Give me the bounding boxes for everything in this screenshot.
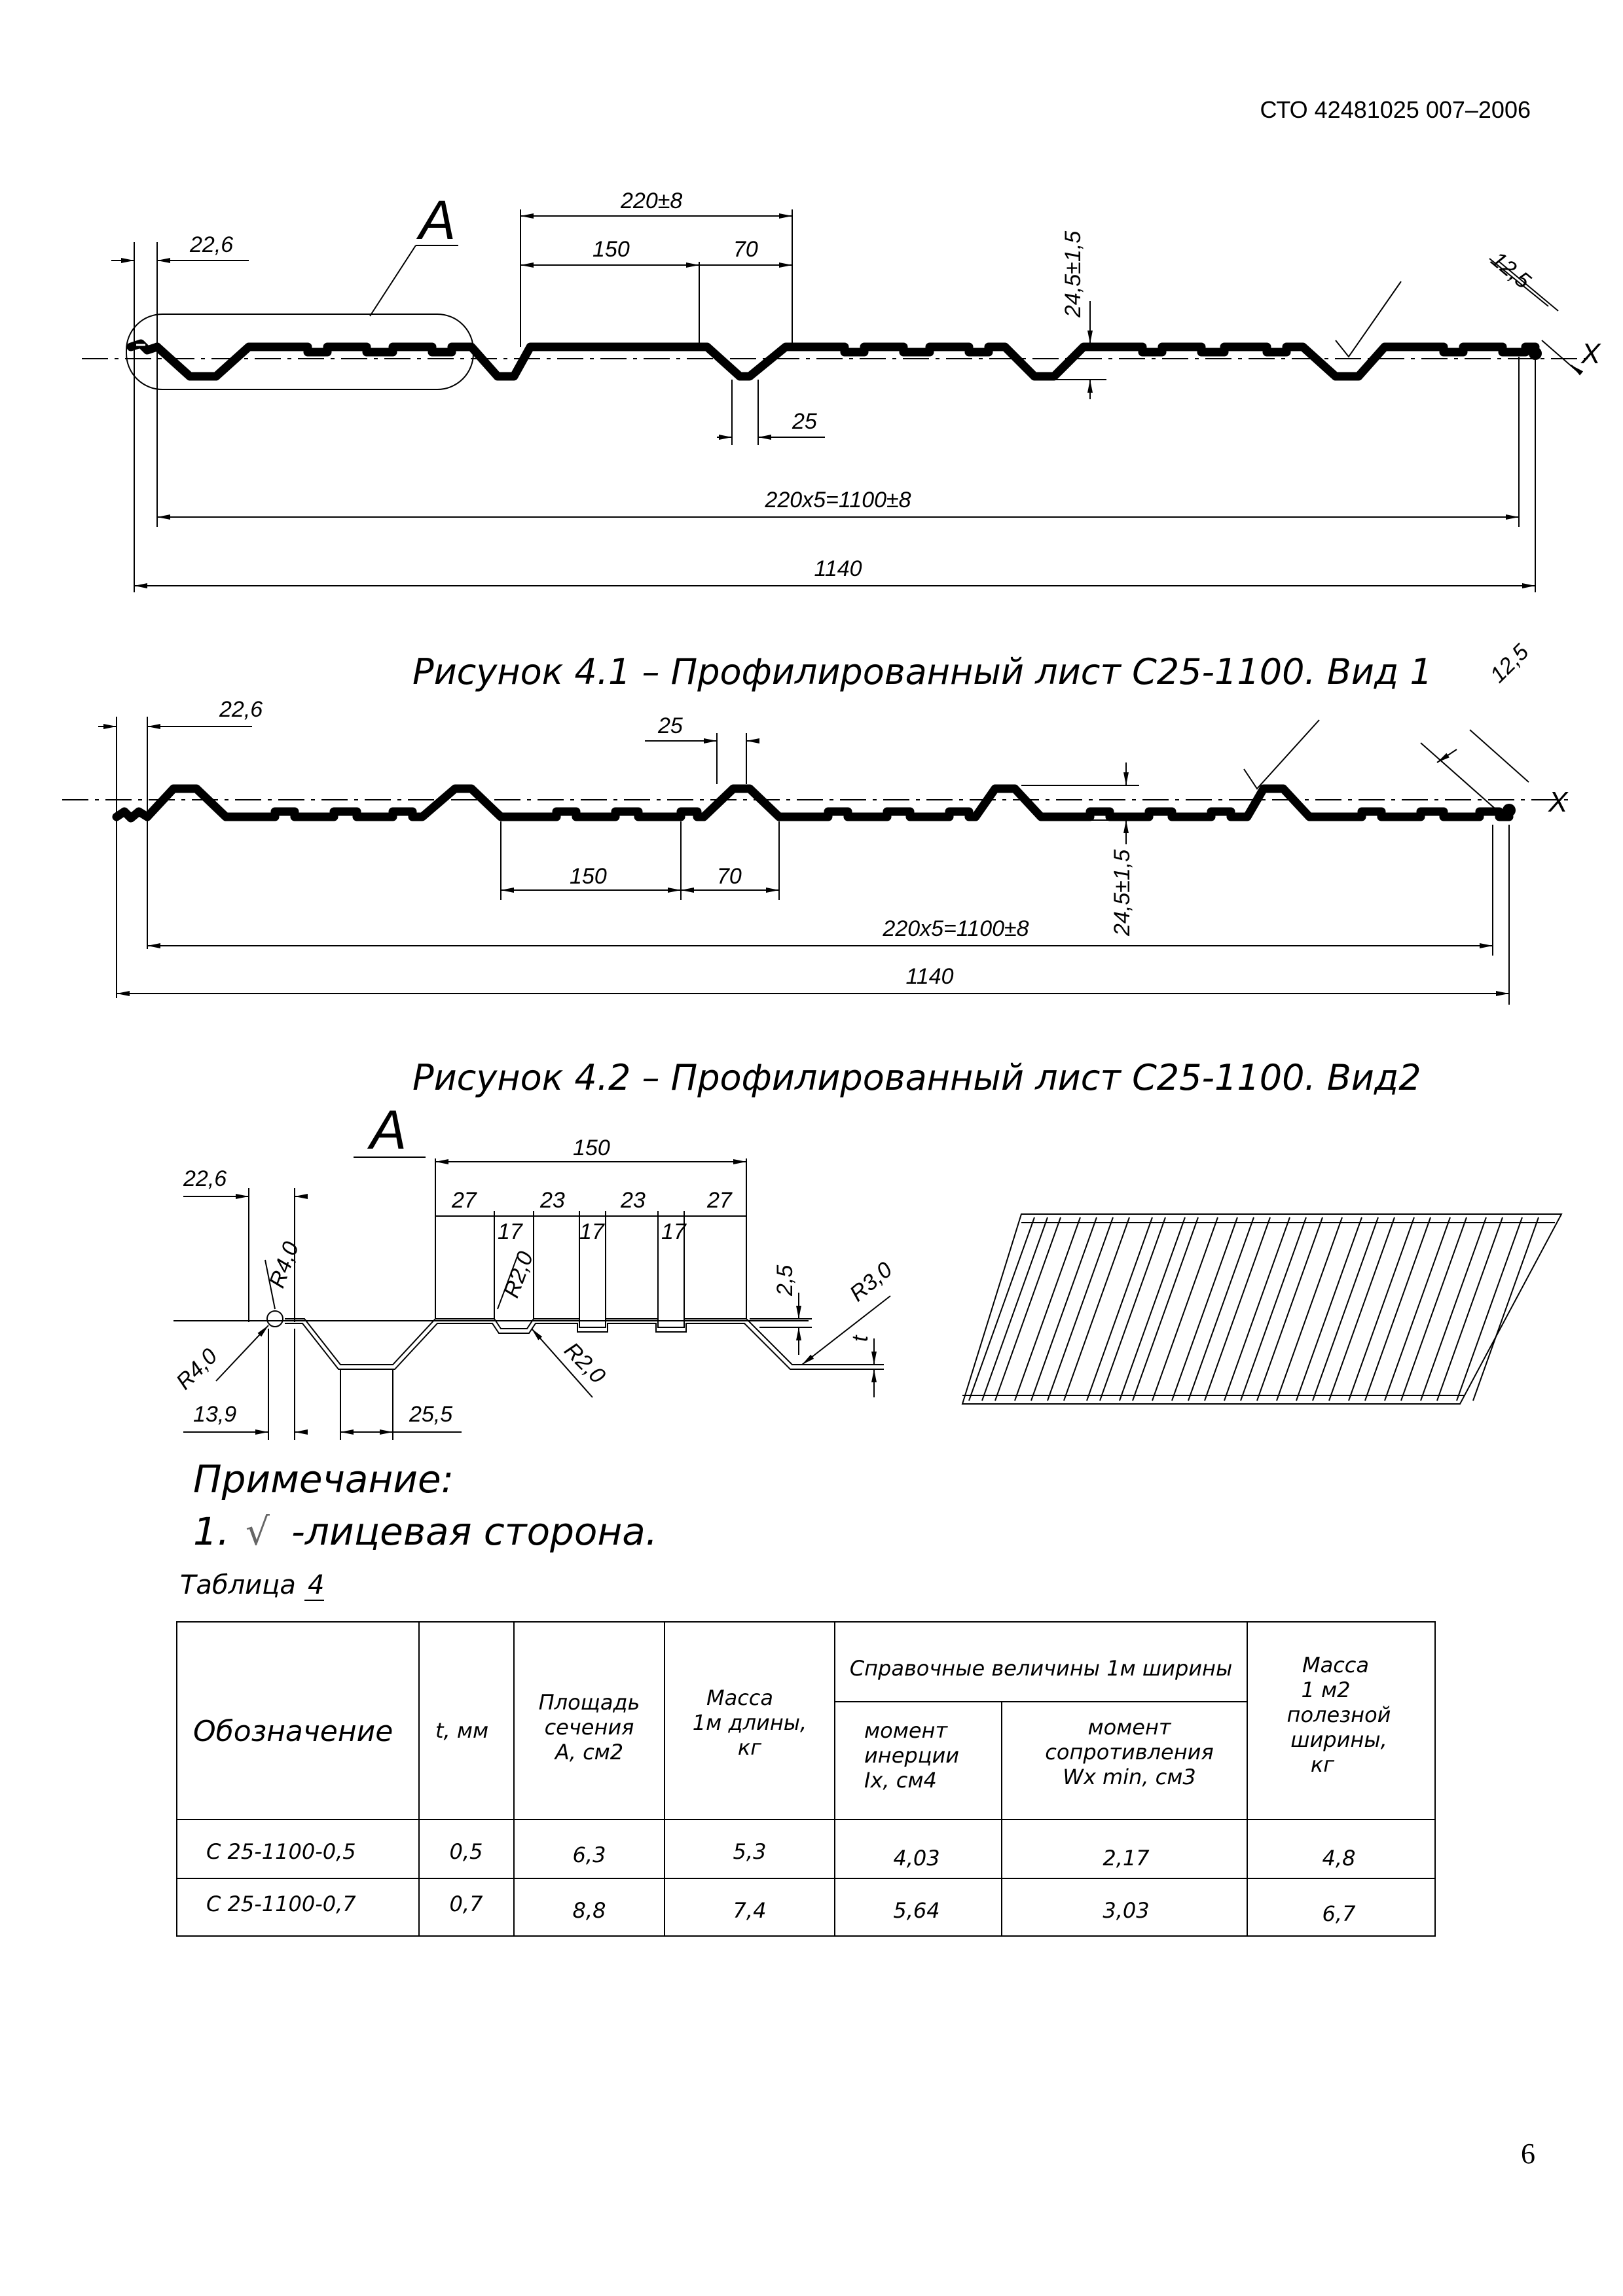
cell-designation: С 25-1100-0,5: [206, 1839, 356, 1864]
dim-seg-27-right: 27: [707, 1188, 732, 1213]
dim-slope: 70: [733, 237, 758, 262]
dim-total-cover: 220x5=1100±8: [765, 488, 911, 512]
dim-total: 1140: [814, 556, 862, 581]
dim-flat: 150: [573, 1136, 610, 1160]
doc-code: СТО 42481025 007–2006: [1260, 96, 1531, 123]
col-resistance-line-2: сопротивления: [1045, 1740, 1214, 1765]
col-reference-group: Справочные величины 1м ширины: [849, 1656, 1233, 1681]
cell-area: 8,8: [572, 1898, 606, 1923]
cell-thickness: 0,5: [449, 1839, 483, 1864]
dim-height: 24,5±1,5: [1061, 230, 1085, 317]
col-resistance-line-3: Wx min, см3: [1063, 1765, 1196, 1789]
col-inertia-line-3: Ix, см4: [864, 1768, 937, 1793]
face-side-mark: [1244, 720, 1319, 789]
table-row: [206, 1892, 1356, 1926]
notes-item-text: -лицевая сторона.: [291, 1509, 658, 1554]
cell-mass-length: 5,3: [733, 1839, 767, 1864]
dim-total: 1140: [905, 964, 954, 989]
figure-1: [82, 188, 1601, 692]
figure-2: [62, 639, 1569, 1098]
dim-end: 12,5: [1485, 639, 1534, 688]
col-mass-area-line-5: кг: [1310, 1752, 1335, 1777]
dim-seg-27-left: 27: [452, 1188, 477, 1213]
col-mass-area-line-4: ширины,: [1290, 1727, 1387, 1752]
cell-mass-area: 6,7: [1322, 1901, 1356, 1926]
profile-hook-left: [117, 812, 147, 818]
col-designation: Обозначение: [193, 1715, 393, 1748]
cell-inertia: 5,64: [893, 1898, 940, 1923]
dim-groove-2: 17: [579, 1219, 604, 1244]
profile-sheet: [147, 789, 1509, 817]
table-caption-prefix: Таблица: [180, 1570, 296, 1600]
dim-seg-23-left: 23: [540, 1188, 565, 1213]
dim-end: 12,5: [1486, 247, 1535, 294]
profile-sheet: [157, 347, 1535, 376]
detail-a-callout: [126, 314, 473, 389]
dim-r2-top: R2,0: [498, 1248, 539, 1301]
cell-inertia: 4,03: [893, 1846, 940, 1871]
dim-slope: 70: [717, 864, 742, 889]
dim-seg-23-right: 23: [621, 1188, 646, 1213]
col-area-line-3: А, см2: [555, 1740, 624, 1765]
col-area-line-2: сечения: [544, 1715, 634, 1740]
dim-left-edge: 22,6: [190, 232, 234, 257]
axis-label-x: X: [1548, 786, 1568, 818]
col-thickness: t, мм: [435, 1718, 489, 1743]
dim-left-edge: 22,6: [219, 697, 263, 722]
cell-resistance: 3,03: [1103, 1898, 1150, 1923]
cell-thickness: 0,7: [449, 1892, 483, 1916]
dim-bottom-left: 13,9: [193, 1402, 237, 1427]
dim-flat: 150: [593, 237, 630, 262]
sheet-ribs: [969, 1217, 1539, 1401]
dim-r2-bottom: R2,0: [559, 1337, 611, 1389]
cell-mass-area: 4,8: [1322, 1846, 1356, 1871]
page-number: 6: [1521, 2138, 1535, 2170]
cell-mass-length: 7,4: [733, 1898, 767, 1923]
col-inertia-line-2: инерции: [864, 1743, 960, 1768]
dim-rib-top: 25: [658, 713, 683, 738]
notes: [180, 1457, 657, 1600]
dim-thickness: t: [848, 1335, 873, 1342]
sheet-3d-view: [962, 1214, 1561, 1404]
dim-r4-bottom: R4,0: [171, 1343, 223, 1395]
dim-total-cover: 220x5=1100±8: [883, 916, 1029, 941]
dim-rib-bottom: 25: [792, 409, 817, 434]
dim-groove-1: 17: [498, 1219, 522, 1244]
col-mass-length-line-1: Масса: [706, 1685, 774, 1710]
table-row: [206, 1839, 1355, 1871]
col-resistance-line-1: момент: [1087, 1715, 1171, 1740]
col-area-line-1: Площадь: [538, 1690, 640, 1715]
dim-left-edge: 22,6: [183, 1166, 227, 1191]
dim-groove-3: 17: [661, 1219, 686, 1244]
table-4: [177, 1622, 1435, 1936]
dim-bottom-right: 25,5: [409, 1402, 453, 1427]
notes-item-number: 1.: [193, 1509, 230, 1554]
detail-a-title: А: [370, 1099, 407, 1160]
figure-2-caption: Рисунок 4.2 – Профилированный лист С25-1100. Вид2: [412, 1057, 1421, 1098]
figure-1-caption: Рисунок 4.1 – Профилированный лист С25-1100. Вид 1: [412, 651, 1432, 692]
col-mass-area-line-3: полезной: [1286, 1702, 1391, 1727]
detail-a-label: А: [419, 189, 456, 251]
cell-resistance: 2,17: [1103, 1846, 1150, 1871]
col-mass-area-line-1: Масса: [1302, 1653, 1370, 1677]
col-mass-area-line-2: 1 м2: [1301, 1677, 1351, 1702]
notes-title: Примечание:: [193, 1457, 454, 1501]
dim-r3: R3,0: [845, 1257, 898, 1307]
axis-label-x: X: [1581, 338, 1601, 370]
col-inertia-line-1: момент: [864, 1718, 948, 1743]
dim-groove-depth: 2,5: [773, 1265, 797, 1296]
detail-a: [172, 1099, 897, 1440]
face-side-symbol: √: [246, 1509, 270, 1554]
table-caption-number: 4: [308, 1570, 325, 1600]
hook-radius: [267, 1311, 283, 1327]
col-mass-length-line-2: 1м длины,: [692, 1710, 807, 1735]
dim-r4-top: R4,0: [264, 1238, 304, 1291]
dim-height: 24,5±1,5: [1110, 849, 1135, 936]
cell-designation: С 25-1100-0,7: [206, 1892, 356, 1916]
dim-pitch: 220±8: [621, 188, 683, 213]
dim-flat: 150: [570, 864, 607, 889]
col-mass-length-line-3: кг: [737, 1735, 762, 1760]
profile-end-right: [1503, 804, 1516, 817]
cell-area: 6,3: [572, 1842, 606, 1867]
